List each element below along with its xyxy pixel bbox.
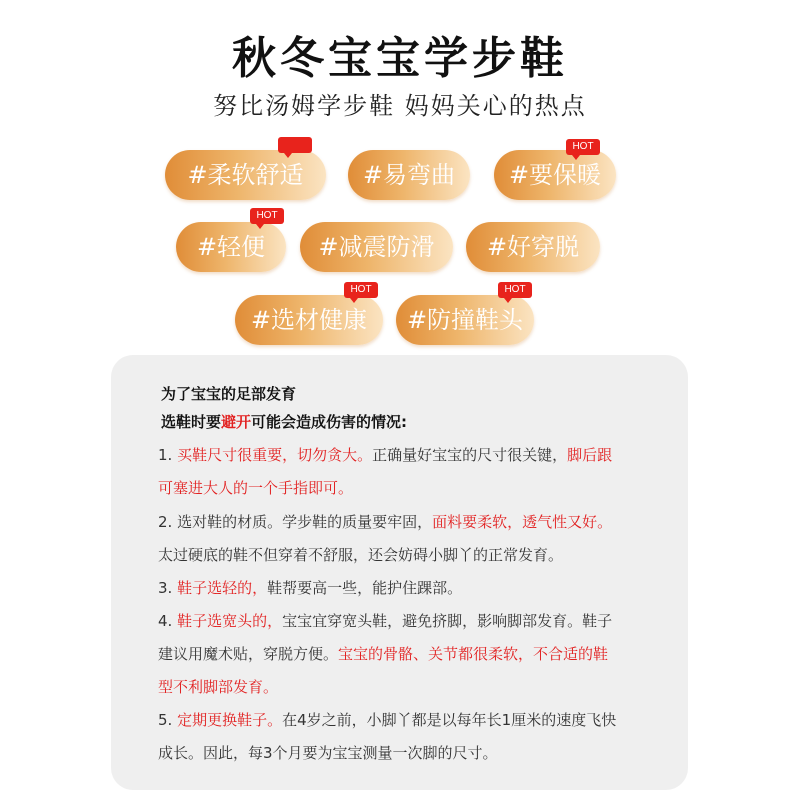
tag-label: #好穿脱: [486, 233, 580, 261]
hot-badge: HOT: [250, 208, 284, 224]
tip-highlight: 鞋子选宽头的，: [177, 612, 283, 630]
tip-1: [158, 439, 658, 505]
tip-3: [158, 572, 658, 605]
tag-shock-slip: [300, 222, 453, 272]
tip-number: 5.: [158, 711, 178, 729]
tip-highlight: 宝宝的骨骼、关节都很柔软，不合适的鞋: [338, 645, 609, 663]
tag-lightweight: [176, 222, 286, 272]
tag-keep-warm: [494, 150, 616, 200]
tag-bump-toe: [396, 295, 534, 345]
tag-easy-wear: [466, 222, 600, 272]
tag-soft-comfort: [165, 150, 326, 200]
page-title: 秋冬宝宝学步鞋: [232, 33, 568, 84]
tip-highlight: 可塞进大人的一个手指即可。: [158, 479, 354, 497]
tag-label: #减震防滑: [318, 233, 435, 261]
tip-text: 成长。因此，每3个月要为宝宝测量一次脚的尺寸。: [158, 744, 498, 762]
tip-text: 宝宝宜穿宽头鞋，避免挤脚，影响脚部发育。鞋子: [282, 612, 613, 630]
tip-text: 太过硬底的鞋不但穿着不舒服，还会妨碍小脚丫的正常发育。: [158, 546, 564, 564]
tag-label: #选材健康: [250, 306, 368, 334]
tag-label: #柔软舒适: [187, 161, 304, 189]
tag-label: #易弯曲: [362, 161, 456, 189]
tip-highlight: 买鞋尺寸很重要，切勿贪大。: [177, 446, 373, 464]
tag-easy-bend: [348, 150, 470, 200]
tip-text: 在4岁之前，小脚丫都是以每年长1厘米的速度飞快: [282, 711, 617, 729]
tip-text: 鞋帮要高一些，能护住踝部。: [267, 579, 463, 597]
tag-healthy-material: [235, 295, 383, 345]
tip-highlight: 型不利脚部发育。: [158, 678, 279, 696]
badge-blank: [278, 137, 312, 153]
tip-5: [158, 704, 658, 770]
tag-label: #防撞鞋头: [406, 306, 524, 334]
tip-text: 2. 选对鞋的材质。学步鞋的质量要牢固，: [158, 513, 433, 531]
page-subtitle: 努比汤姆学步鞋 妈妈关心的热点: [213, 92, 587, 120]
hot-badge: HOT: [344, 282, 378, 298]
tip-4: [158, 605, 658, 704]
tag-label: #轻便: [196, 233, 266, 261]
tip-highlight: 定期更换鞋子。: [177, 711, 283, 729]
tip-highlight: 面料要柔软，透气性又好。: [432, 513, 613, 531]
hot-badge: HOT: [498, 282, 532, 298]
tip-highlight: 鞋子选轻的，: [177, 579, 268, 597]
tag-label: #要保暖: [508, 161, 602, 189]
tip-number: 1.: [158, 446, 178, 464]
heading-text: 可能会造成伤害的情况:: [251, 413, 408, 431]
tip-number: 4.: [158, 612, 178, 630]
tip-number: 3.: [158, 579, 178, 597]
tip-text: 正确量好宝宝的尺寸很关键，: [372, 446, 568, 464]
tip-highlight: 脚后跟: [567, 446, 613, 464]
heading-highlight: 避开: [221, 413, 252, 431]
panel-heading-2: [161, 411, 407, 432]
tip-text: 建议用魔术贴，穿脱方便。: [158, 645, 339, 663]
panel-heading-1: 为了宝宝的足部发育: [161, 385, 297, 403]
tip-2: [158, 506, 658, 572]
heading-text: 选鞋时要: [161, 413, 222, 431]
hot-badge: HOT: [566, 139, 600, 155]
